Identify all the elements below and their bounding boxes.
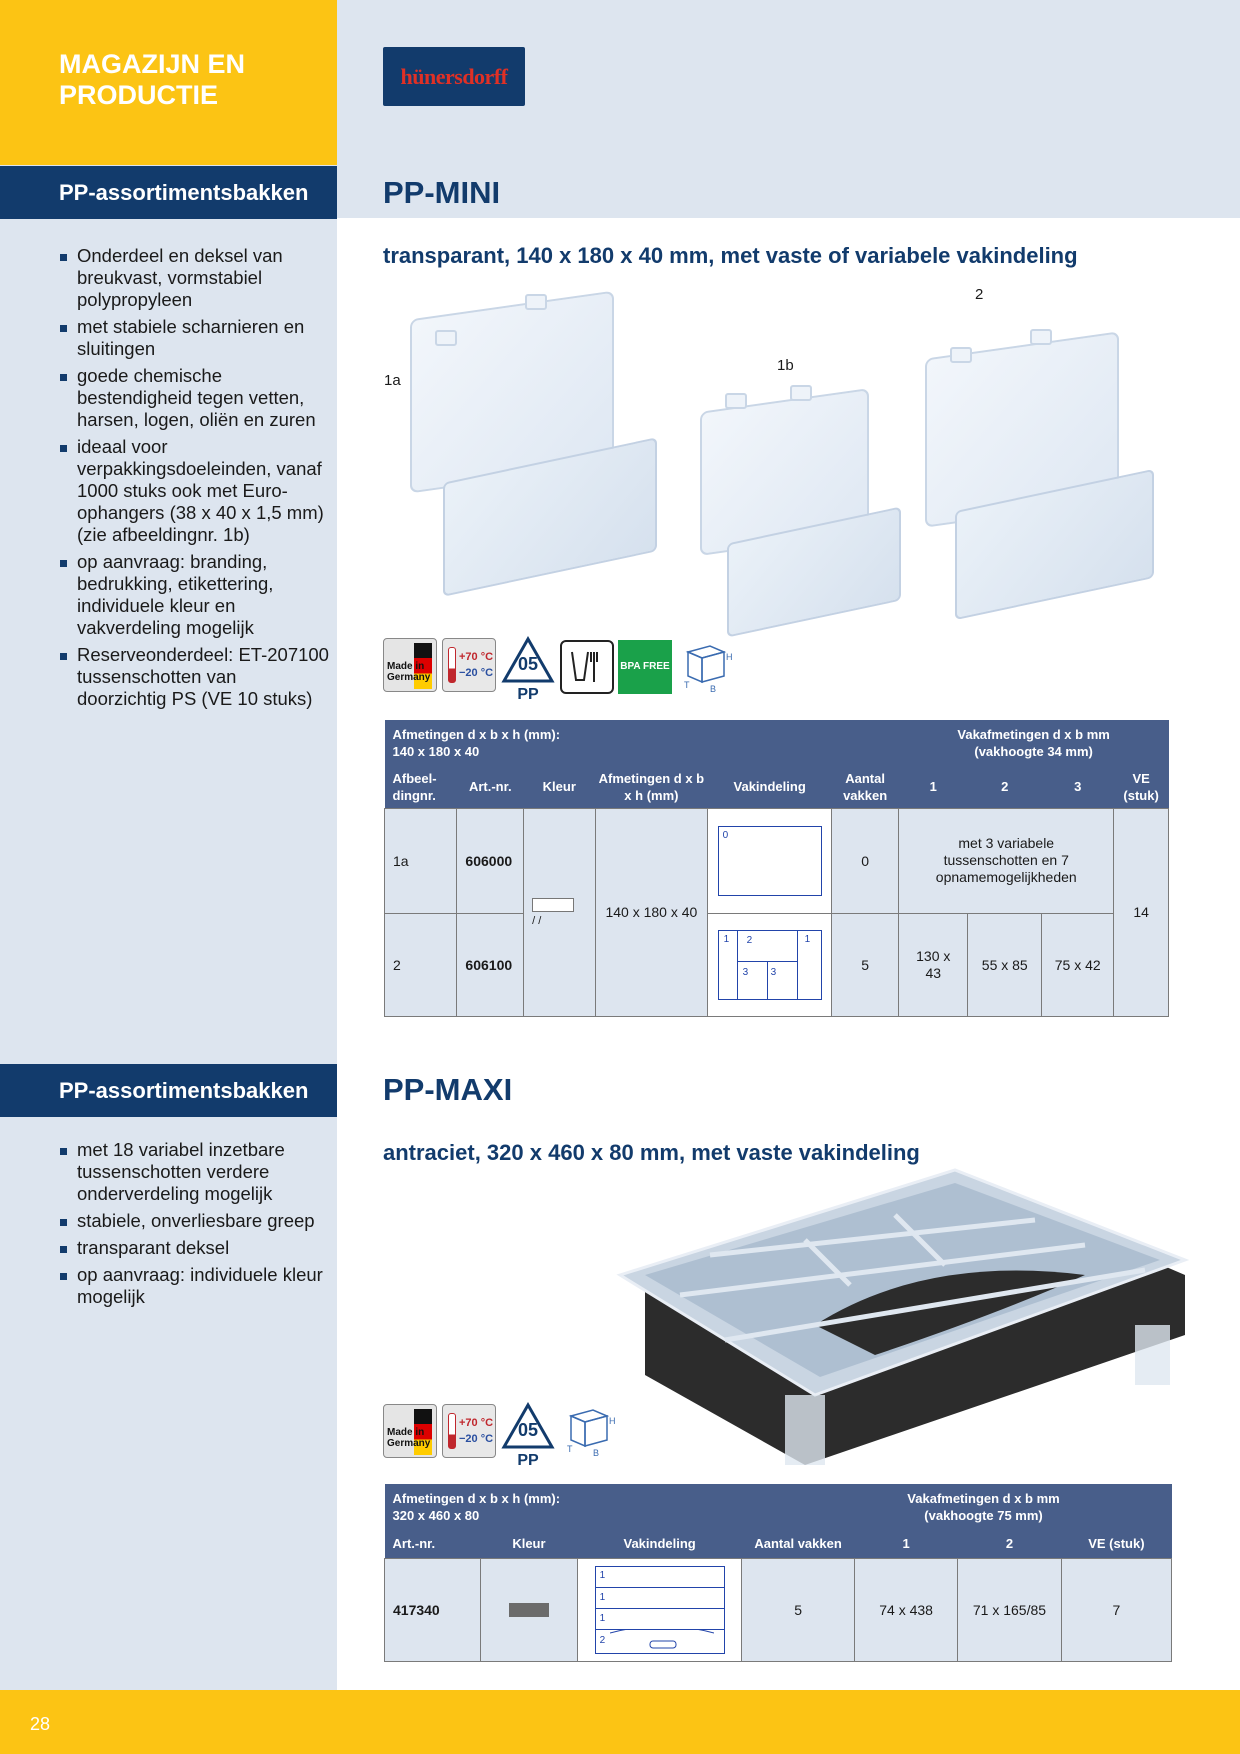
maxi-feature-3: transparant deksel <box>60 1237 330 1259</box>
dimensions-icon: H T B <box>563 1402 618 1457</box>
dimensions-icon: H T B <box>680 638 735 693</box>
col-ve: VE (stuk) <box>1114 766 1169 808</box>
mini-feature-4: ideaal voor verpakkingsdoeleinden, vanaf 1000 stuks ook met Euro-ophangers (38 x 40 x 1,5 mm) (zie afbeeldingnr. 1b) <box>60 436 330 546</box>
col-artnr: Art.-nr. <box>385 1530 481 1558</box>
maxi-feature-1: met 18 variabel inzetbare tussenschotten verdere onderverdeling mogelijk <box>60 1139 330 1205</box>
maxi-layout-diagram: 1 1 1 2 <box>578 1558 742 1661</box>
maxi-product-title: PP-MAXI <box>383 1072 513 1107</box>
mini-feature-5: op aanvraag: branding, bedrukking, etikettering, individuele kleur en vakverdeling mogelijk <box>60 551 330 639</box>
mini-category-header: PP-assortimentsbakken <box>0 166 337 219</box>
maxi-product-subtitle: antraciet, 320 x 460 x 80 mm, met vaste vakindeling <box>383 1140 920 1165</box>
mini-product-image-1a <box>405 290 665 585</box>
col-vakindeling: Vakindeling <box>578 1530 742 1558</box>
page-footer <box>0 1690 1240 1754</box>
col-kleur: Kleur <box>524 766 595 808</box>
maxi-category-header: PP-assortimentsbakken <box>0 1064 337 1117</box>
mini-product-subtitle: transparant, 140 x 180 x 40 mm, met vaste of variabele vakindeling <box>383 243 1078 268</box>
temperature-range-icon: +70 °C −20 °C <box>442 638 496 692</box>
transparent-swatch <box>532 898 574 912</box>
maxi-feature-list <box>60 1139 330 1313</box>
table-row: 1a 606000 / / 140 x 180 x 40 0 0 met 3 variabele tussenschotten en 7 opnamemogelijkheden 14 <box>385 808 1169 913</box>
page-number: 28 <box>30 1714 51 1734</box>
mini-layout-diagram-0: 0 <box>708 808 832 913</box>
anthracite-swatch <box>509 1603 549 1617</box>
mini-spec-table <box>384 720 1169 1017</box>
mini-layout-diagram-1: 1 2 1 3 3 <box>708 913 832 1016</box>
col-vakindeling: Vakindeling <box>708 766 832 808</box>
col-kleur: Kleur <box>480 1530 577 1558</box>
maxi-product-image <box>615 1165 1190 1475</box>
mini-feature-list <box>60 245 330 715</box>
maxi-color-cell <box>480 1558 577 1661</box>
table-row: 2 606100 1 2 1 3 3 5 130 x 43 55 x 85 75 x 42 <box>385 913 1169 1016</box>
brand-logo-text: hünersdorff <box>400 64 508 89</box>
made-in-germany-icon: Made in Germany <box>383 1404 437 1458</box>
mini-image-label-1a: 1a <box>384 372 401 389</box>
recycle-pp-icon: 05 PP <box>500 1402 556 1472</box>
section-title: MAGAZIJN EN PRODUCTIE <box>59 49 246 110</box>
col-aantal: Aantal vakken <box>832 766 899 808</box>
maxi-feature-4: op aanvraag: individuele kleur mogelijk <box>60 1264 330 1308</box>
mini-feature-2: met stabiele scharnieren en sluitingen <box>60 316 330 360</box>
col-c2: 2 <box>958 1530 1062 1558</box>
made-in-germany-icon: Made in Germany <box>383 638 437 692</box>
col-afbeelding: Afbeel-dingnr. <box>385 766 457 808</box>
mini-dims-header: Afmetingen d x b x h (mm): 140 x 180 x 40 <box>385 720 899 766</box>
food-safe-icon <box>560 640 614 694</box>
recycle-pp-icon: 05 PP <box>500 636 556 706</box>
col-ve: VE (stuk) <box>1061 1530 1171 1558</box>
mini-feature-3: goede chemische bestendigheid tegen vetten, harsen, logen, oliën en zuren <box>60 365 330 431</box>
maxi-dims-header: Afmetingen d x b x h (mm): 320 x 460 x 80 <box>385 1484 855 1530</box>
mini-feature-6: Reserveonderdeel: ET-207100 tussenschotten van doorzichtig PS (VE 10 stuks) <box>60 644 330 710</box>
mini-product-title: PP-MINI <box>383 175 501 210</box>
bpa-free-icon: BPA FREE <box>618 640 672 694</box>
col-afmetingen: Afmetingen d x b x h (mm) <box>595 766 708 808</box>
col-c3: 3 <box>1042 766 1114 808</box>
mini-compartment-header: Vakafmetingen d x b mm (vakhoogte 34 mm) <box>899 720 1169 766</box>
temperature-range-icon: +70 °C −20 °C <box>442 1404 496 1458</box>
table-row: 417340 1 1 1 2 5 74 x 438 71 x 165/85 7 <box>385 1558 1172 1661</box>
maxi-feature-2: stabiele, onverliesbare greep <box>60 1210 330 1232</box>
col-c1: 1 <box>899 766 968 808</box>
mini-image-label-2: 2 <box>975 286 984 303</box>
maxi-spec-table <box>384 1484 1172 1662</box>
maxi-compartment-header: Vakafmetingen d x b mm (vakhoogte 75 mm) <box>855 1484 1172 1530</box>
mini-image-label-1b: 1b <box>777 357 794 374</box>
mini-product-image-2 <box>920 325 1160 615</box>
mini-feature-1: Onderdeel en deksel van breukvast, vormstabiel polypropyleen <box>60 245 330 311</box>
col-aantal: Aantal vakken <box>742 1530 855 1558</box>
col-c1: 1 <box>855 1530 958 1558</box>
col-artnr: Art.-nr. <box>457 766 524 808</box>
mini-product-image-1b <box>695 385 910 620</box>
mini-color-cell: / / <box>524 808 595 1016</box>
col-c2: 2 <box>968 766 1042 808</box>
